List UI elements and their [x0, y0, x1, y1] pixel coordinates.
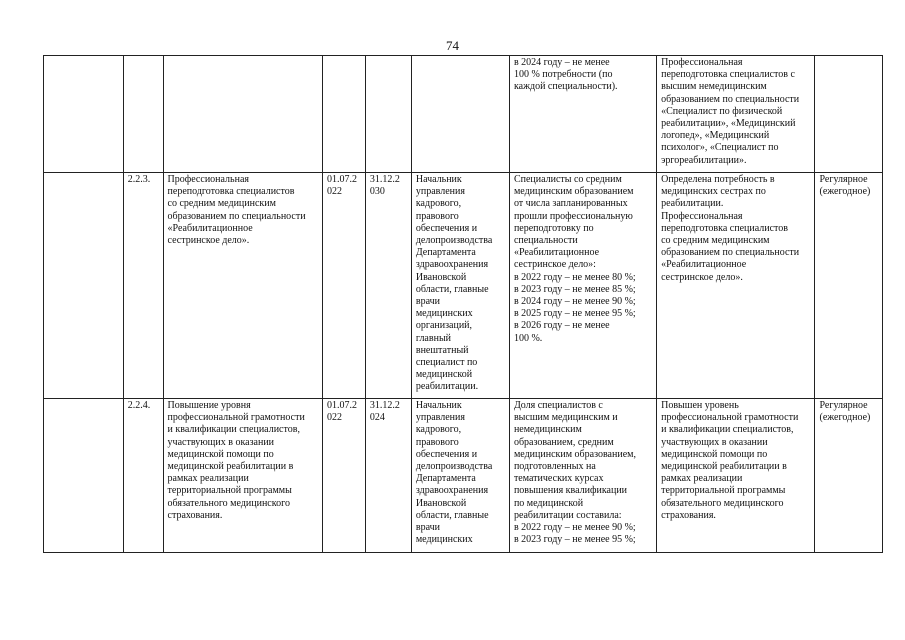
item-number: 2.2.3.: [123, 173, 163, 399]
item-number: [123, 56, 163, 173]
margin-cell: [44, 399, 124, 553]
table-row-2-2-3: [44, 173, 883, 399]
margin-cell: [44, 56, 124, 173]
item-start-date: 01.07.2 022: [322, 399, 365, 553]
item-number: 2.2.4.: [123, 399, 163, 553]
item-frequency: [815, 56, 883, 173]
item-responsible: [411, 56, 509, 173]
item-frequency: Регулярное (ежегодное): [815, 399, 883, 553]
item-end-date: [365, 56, 411, 173]
item-result: Определена потребность в медицинских сестрах по реабилитации. Профессиональная переподготовка специалистов со средним медицинским образованием по специальности «Реабилитационное сестринское дело».: [657, 173, 815, 399]
item-end-date: 31.12.2 030: [365, 173, 411, 399]
page-number: 74: [446, 38, 459, 53]
item-indicator: Специалисты со средним медицинским образованием от числа запланированных прошли профессиональную переподготовку по специальности «Реабилитационное сестринское дело»: в 2022 году – не менее 80 %; в 2023 году – не менее 85 %; в 2024 году – не менее 90 %; в 2025 году – не менее 95 %; в 2026 году – не менее 100 %.: [509, 173, 656, 399]
item-result: Профессиональная переподготовка специалистов с высшим немедицинским образованием по специальности «Специалист по физической реабилитации», «Медицинский логопед», «Медицинский психолог», «Специалист по эргореабилитации».: [657, 56, 815, 173]
table-row-2-2-4: [44, 399, 883, 553]
item-indicator: в 2024 году – не менее 100 % потребности (по каждой специальности).: [509, 56, 656, 173]
item-responsible: Начальник управления кадрового, правового обеспечения и делопроизводства Департамента здравоохранения Ивановской области, главные врачи медицинских организаций, главный внештатный специалист по медицинской реабилитации.: [411, 173, 509, 399]
item-name: Профессиональная переподготовка специалистов со средним медицинским образованием по специальности «Реабилитационное сестринское дело».: [163, 173, 322, 399]
item-frequency: Регулярное (ежегодное): [815, 173, 883, 399]
item-result: Повышен уровень профессиональной грамотности и квалификации специалистов, участвующих в оказании медицинской помощи по медицинской реабилитации в рамках реализации территориальной программы обязательного медицинского страхования.: [657, 399, 815, 553]
margin-cell: [44, 173, 124, 399]
item-end-date: 31.12.2 024: [365, 399, 411, 553]
item-name: [163, 56, 322, 173]
table-row-continuation: [44, 56, 883, 173]
measures-table: [43, 55, 883, 553]
item-responsible: Начальник управления кадрового, правового обеспечения и делопроизводства Департамента здравоохранения Ивановской области, главные врачи медицинских: [411, 399, 509, 553]
item-name: Повышение уровня профессиональной грамотности и квалификации специалистов, участвующих в оказании медицинской помощи по медицинской реабилитации в рамках реализации территориальной программы обязательного медицинского страхования.: [163, 399, 322, 553]
item-start-date: [322, 56, 365, 173]
item-indicator: Доля специалистов с высшим медицинским и немедицинским образованием, средним медицинским образованием, подготовленных на тематических курсах повышения квалификации по медицинской реабилитации составила: в 2022 году – не менее 90 %; в 2023 году – не менее 95 %;: [509, 399, 656, 553]
item-start-date: 01.07.2 022: [322, 173, 365, 399]
